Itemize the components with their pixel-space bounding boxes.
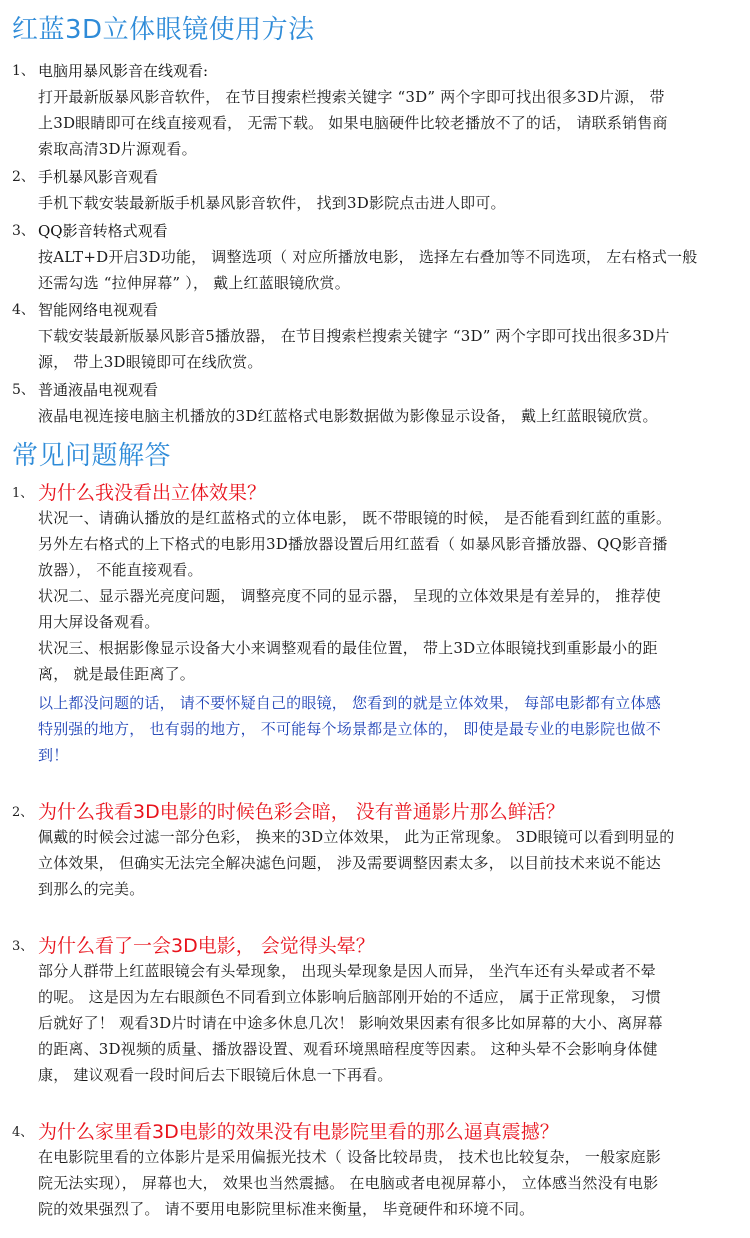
text-line: 放器）， 不能直接观看。	[38, 561, 203, 579]
faq-2-number: 2、	[12, 805, 34, 820]
text-line: 上3D眼睛即可在线直接观看， 无需下载。 如果电脑硬件比较老播放不了的话， 请联系销售商	[38, 114, 668, 132]
text-line: 部分人群带上红蓝眼镜会有头晕现象， 出现头晕现象是因人而异， 坐汽车还有头晕或者不晕	[38, 962, 656, 980]
usage-section-title: 红蓝3D立体眼镜使用方法	[12, 15, 315, 45]
usage-item-3-text	[38, 244, 746, 296]
faq-2-question: 为什么我看3D电影的时候色彩会暗， 没有普通影片那么鲜活？	[38, 801, 565, 823]
text-line: 按ALT+D开启3D功能， 调整选项（ 对应所播放电影， 选择左右叠加等不同选项， 左右格式一般	[38, 248, 698, 266]
text-line: 另外左右格式的上下格式的电影用3D播放器设置后用红蓝看（ 如暴风影音播放器、QQ影音播	[38, 535, 668, 553]
faq-4-question: 为什么家里看3D电影的效果没有电影院里看的那么逼真震撼？	[38, 1121, 559, 1143]
faq-1-number: 1、	[12, 486, 34, 501]
text-line: 康， 建议观看一段时间后去下眼镜后休息一下再看。	[38, 1066, 393, 1084]
text-line: 在电影院里看的立体影片是采用偏振光技术（ 设备比较昂贵， 技术也比较复杂， 一般家庭影	[38, 1148, 661, 1166]
text-line: 下载安装最新版暴风影音5播放器， 在节目搜索栏搜索关键字 “3D” 两个字即可找出很多3D片	[38, 327, 670, 345]
usage-item-1-number: 1、	[12, 63, 35, 79]
text-line: 状况一、请确认播放的是红蓝格式的立体电影， 既不带眼镜的时候， 是否能看到红蓝的重影。	[38, 509, 672, 527]
faq-4-answer	[38, 1144, 746, 1222]
faq-2-answer	[38, 824, 746, 902]
faq-1-note	[38, 690, 746, 768]
text-line: 立体效果， 但确实无法完全解决滤色问题， 涉及需要调整因素太多， 以目前技术来说不能达	[38, 854, 661, 872]
usage-item-2-text	[38, 190, 746, 216]
note-line: 到！	[38, 746, 69, 764]
note-line: 以上都没问题的话， 请不要怀疑自己的眼镜， 您看到的就是立体效果， 每部电影都有立体感	[38, 694, 661, 712]
text-line: 院的效果强烈了。 请不要用电影院里标准来衡量， 毕竟硬件和环境不同。	[38, 1200, 535, 1218]
text-line: 源， 带上3D眼镜即可在线欣赏。	[38, 353, 263, 371]
text-line: 状况二、显示器光亮度问题， 调整亮度不同的显示器， 呈现的立体效果是有差异的， 推荐使	[38, 587, 661, 605]
text-line: 佩戴的时候会过滤一部分色彩， 换来的3D立体效果， 此为正常现象。 3D眼镜可以看到明显的	[38, 828, 675, 846]
usage-item-4-heading: 智能网络电视观看	[38, 301, 159, 319]
usage-item-5-number: 5、	[12, 382, 35, 398]
usage-item-2-number: 2、	[12, 169, 35, 185]
text-line: 后就好了！ 观看3D片时请在中途多休息几次！ 影响效果因素有很多比如屏幕的大小、离屏幕	[38, 1014, 663, 1032]
faq-1-question: 为什么我没看出立体效果？	[38, 482, 267, 504]
text-line: 到那么的完美。	[38, 880, 145, 898]
note-line: 特别强的地方， 也有弱的地方， 不可能每个场景都是立体的， 即使是最专业的电影院也做不	[38, 720, 661, 738]
text-line: 还需勾选 “拉伸屏幕” ）， 戴上红蓝眼镜欣赏。	[38, 274, 350, 292]
text-line: 的呢。 这是因为左右眼颜色不同看到立体影响后脑部刚开始的不适应， 属于正常现象， 习惯	[38, 988, 661, 1006]
usage-item-1-text	[38, 84, 746, 162]
usage-item-1-heading: 电脑用暴风影音在线观看:	[38, 62, 209, 80]
usage-item-4-text	[38, 323, 746, 375]
text-line: 离， 就是最佳距离了。	[38, 665, 195, 683]
text-line: 用大屏设备观看。	[38, 613, 160, 631]
text-line: 状况三、根据影像显示设备大小来调整观看的最佳位置， 带上3D立体眼镜找到重影最小的距	[38, 639, 658, 657]
usage-item-5-text	[38, 403, 746, 429]
usage-item-5-heading: 普通液晶电视观看	[38, 381, 159, 399]
text-line: 打开最新版暴风影音软件， 在节目搜索栏搜索关键字 “3D” 两个字即可找出很多3D片源， 带	[38, 88, 665, 106]
faq-3-answer	[38, 958, 746, 1088]
faq-1-answer	[38, 505, 746, 687]
faq-3-question: 为什么看了一会3D电影， 会觉得头晕？	[38, 935, 375, 957]
usage-item-2-heading: 手机暴风影音观看	[38, 168, 159, 186]
usage-item-3-number: 3、	[12, 223, 35, 239]
text-line: 手机下载安装最新版手机暴风影音软件， 找到3D影院点击进人即可。	[38, 194, 506, 212]
faq-3-number: 3、	[12, 939, 34, 954]
text-line: 院无法实现）， 屏幕也大， 效果也当然震撼。 在电脑或者电视屏幕小， 立体感当然没有电影	[38, 1174, 659, 1192]
usage-item-3-heading: QQ影音转格式观看	[38, 222, 168, 240]
text-line: 液晶电视连接电脑主机播放的3D红蓝格式电影数据做为影像显示设备， 戴上红蓝眼镜欣赏。	[38, 407, 658, 425]
usage-item-4-number: 4、	[12, 302, 35, 318]
faq-section-title: 常见问题解答	[12, 441, 172, 471]
faq-4-number: 4、	[12, 1125, 34, 1140]
text-line: 索取高清3D片源观看。	[38, 140, 197, 158]
text-line: 的距离、3D视频的质量、播放器设置、观看环境黑暗程度等因素。 这种头晕不会影响身体健	[38, 1040, 658, 1058]
